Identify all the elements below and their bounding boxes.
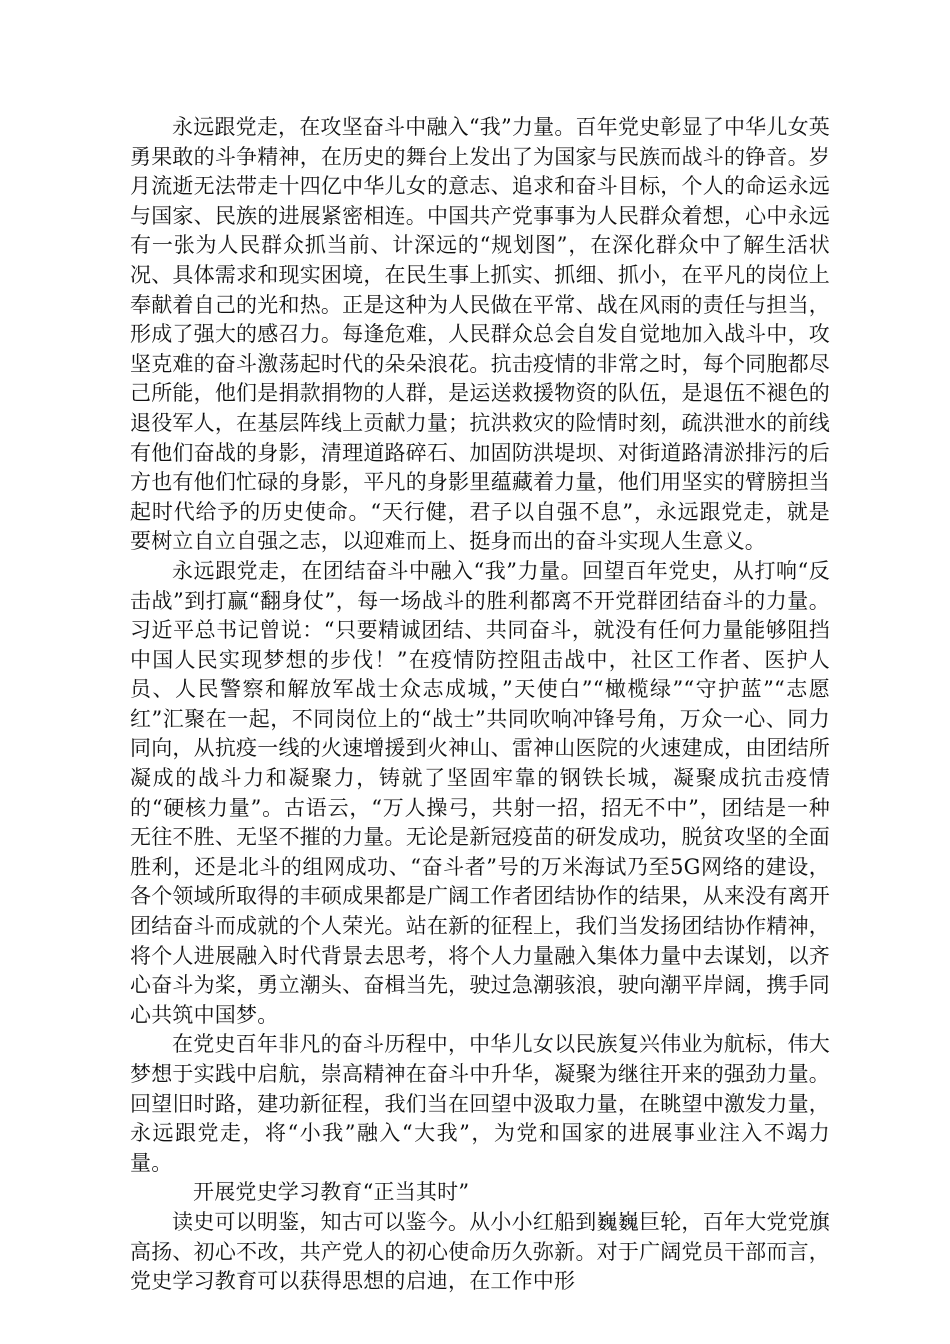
- document-body: [130, 113, 830, 1297]
- section-heading: 开展党史学习教育“正当其时”: [193, 1180, 470, 1205]
- paragraph-unity: 永远跟党走，在团结奋斗中融入“我”力量。回望百年党史，从打响“反击战”到打赢“翻身仗”，每一场战斗的胜利都离不开党群团结奋斗的力量。习近平总书记曾说：“只要精诚团结、共同奋斗，就没有任何力量能够阻挡中国人民实现梦想的步伐！”在疫情防控阻击战中，社区工作者、医护人员、人民警察和解放军战士众志成城，”天使白”“橄榄绿”“守护蓝”“志愿红”汇聚在一起，不同岗位上的“战士”共同吹响冲锋号角，万众一心、同力同向，从抗疫一线的火速增援到火神山、雷神山医院的火速建成，由团结所凝成的战斗力和凝聚力，铸就了坚固牢靠的钢铁长城，凝聚成抗击疫情的“硬核力量”。古语云，“万人操弓，共射一招，招无不中”，团结是一种无往不胜、无坚不摧的力量。无论是新冠疫苗的研发成功，脱贫攻坚的全面胜利，还是北斗的组网成功、“奋斗者”号的万米海试乃至5G网络的建设，各个领域所取得的丰硕成果都是广阔工作者团结协作的结果，从来没有离开团结奋斗而成就的个人荣光。站在新的征程上，我们当发扬团结协作精神，将个人进展融入时代背景去思考，将个人力量融入集体力量中去谋划，以齐心奋斗为桨，勇立潮头、奋楫当先，驶过急潮骇浪，驶向潮平岸阔，携手同心共筑中国梦。: [130, 558, 830, 1027]
- paragraph-history-study: 读史可以明鉴，知古可以鉴今。从小小红船到巍巍巨轮，百年大党党旗高扬、初心不改，共产党人的初心使命历久弥新。对于广阔党员干部而言，党史学习教育可以获得思想的启迪，在工作中形: [130, 1209, 830, 1294]
- paragraph-struggle: 永远跟党走，在攻坚奋斗中融入“我”力量。百年党史彰显了中华儿女英勇果敢的斗争精神，在历史的舞台上发出了为国家与民族而战斗的铮音。岁月流逝无法带走十四亿中华儿女的意志、追求和奋斗目标，个人的命运永远与国家、民族的进展紧密相连。中国共产党事事为人民群众着想，心中永远有一张为人民群众抓当前、计深远的“规划图”，在深化群众中了解生活状况、具体需求和现实困境，在民生事上抓实、抓细、抓小，在平凡的岗位上奉献着自己的光和热。正是这种为人民做在平常、战在风雨的责任与担当，形成了强大的感召力。每逢危难，人民群众总会自发自觉地加入战斗中，攻坚克难的奋斗激荡起时代的朵朵浪花。抗击疫情的非常之时，每个同胞都尽己所能，他们是捐款捐物的人群，是运送救援物资的队伍，是退伍不褪色的退役军人，在基层阵线上贡献力量；抗洪救灾的险情时刻，疏洪泄水的前线有他们奋战的身影，清理道路碎石、加固防洪堤坝、对街道路清淤排污的后方也有他们忙碌的身影，平凡的身影里蕴藏着力量，他们用坚实的臂膀担当起时代给予的历史使命。“天行健，君子以自强不息”，永远跟党走，就是要树立自立自强之志，以迎难而上、挺身而出的奋斗实现人生意义。: [130, 115, 830, 554]
- paragraph-conclusion: 在党史百年非凡的奋斗历程中，中华儿女以民族复兴伟业为航标，伟大梦想于实践中启航，崇高精神在奋斗中升华，凝聚为继往开来的强劲力量。回望旧时路，建功新征程，我们当在回望中汲取力量，在眺望中激发力量，永远跟党走，将“小我”融入“大我”，为党和国家的进展事业注入不竭力量。: [130, 1032, 830, 1175]
